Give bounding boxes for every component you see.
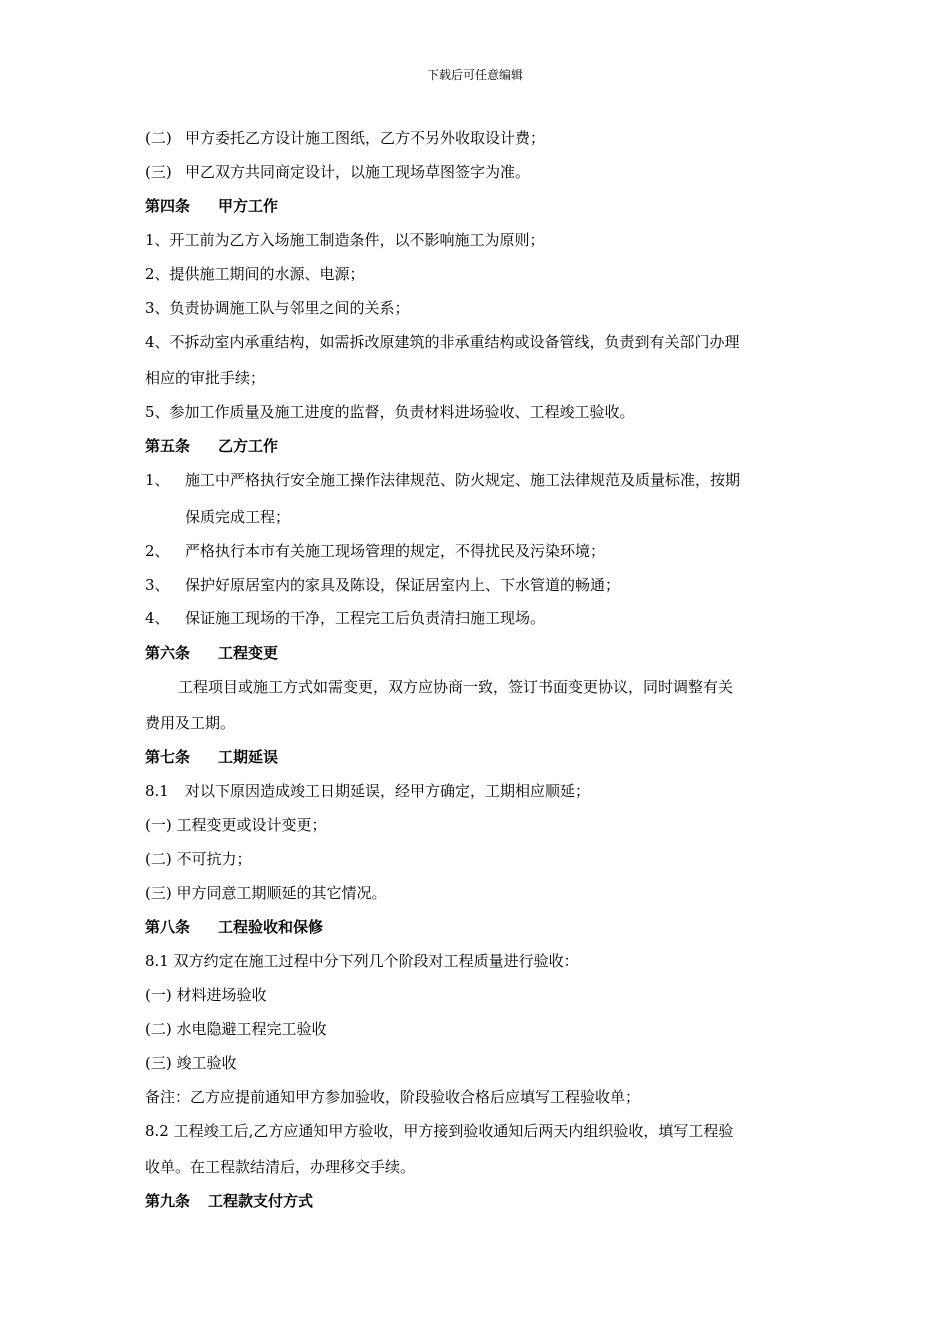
article-heading: 第四条 甲方工作: [145, 197, 279, 215]
clause-line: 8.1 对以下原因造成竣工日期延误，经甲方确定，工期相应顺延；: [145, 782, 591, 800]
article-heading: 第八条 工程验收和保修: [145, 918, 324, 936]
clause-line: 费用及工期。: [145, 714, 236, 732]
clause-line: (二) 甲方委托乙方设计施工图纸，乙方不另外收取设计费；: [145, 129, 546, 147]
clause-line: 工程项目或施工方式如需变更，双方应协商一致，签订书面变更协议，同时调整有关: [178, 678, 734, 696]
clause-line: 2、提供施工期间的水源、电源；: [145, 265, 365, 283]
clause-line: (三) 甲方同意工期顺延的其它情况。: [145, 884, 387, 902]
clause-line: (二) 不可抗力；: [145, 850, 252, 868]
clause-line: 1、开工前为乙方入场施工制造条件，以不影响施工为原则；: [145, 231, 545, 249]
clause-line: 收单。在工程款结清后，办理移交手续。: [145, 1158, 416, 1176]
clause-line: 2、 严格执行本市有关施工现场管理的规定，不得扰民及污染环境；: [145, 542, 606, 560]
clause-line: 备注：乙方应提前通知甲方参加验收，阶段验收合格后应填写工程验收单；: [145, 1088, 641, 1106]
clause-line: 1、 施工中严格执行安全施工操作法律规范、防火规定、施工法律规范及质量标准，按期: [145, 471, 741, 489]
clause-line: (三) 甲乙双方共同商定设计，以施工现场草图签字为准。: [145, 163, 531, 181]
clause-line: 4、不拆动室内承重结构，如需拆改原建筑的非承重结构或设备管线，负责到有关部门办理: [145, 333, 740, 351]
clause-line: (一) 材料进场验收: [145, 986, 267, 1004]
clause-line: 5、参加工作质量及施工进度的监督，负责材料进场验收、工程竣工验收。: [145, 403, 635, 421]
page-header: 下载后可任意编辑: [426, 68, 523, 82]
clause-line: 8.1 双方约定在施工过程中分下列几个阶段对工程质量进行验收：: [145, 952, 579, 970]
clause-line: (三) 竣工验收: [145, 1054, 237, 1072]
clause-line: 相应的审批手续；: [145, 369, 266, 387]
clause-line: 保质完成工程；: [185, 508, 291, 526]
clause-line: 4、 保证施工现场的干净，工程完工后负责清扫施工现场。: [145, 609, 546, 627]
clause-line: 3、 保护好原居室内的家具及陈设，保证居室内上、下水管道的畅通；: [145, 576, 621, 594]
article-heading: 第九条 工程款支付方式: [145, 1192, 314, 1210]
clause-line: 8.2 工程竣工后,乙方应通知甲方验收，甲方接到验收通知后两天内组织验收，填写工程验: [145, 1122, 734, 1140]
article-heading: 第五条 乙方工作: [145, 437, 279, 455]
article-heading: 第六条 工程变更: [145, 644, 279, 662]
clause-line: 3、负责协调施工队与邻里之间的关系；: [145, 299, 410, 317]
article-heading: 第七条 工期延误: [145, 748, 279, 766]
clause-line: (一) 工程变更或设计变更；: [145, 816, 327, 834]
clause-line: (二) 水电隐避工程完工验收: [145, 1020, 327, 1038]
